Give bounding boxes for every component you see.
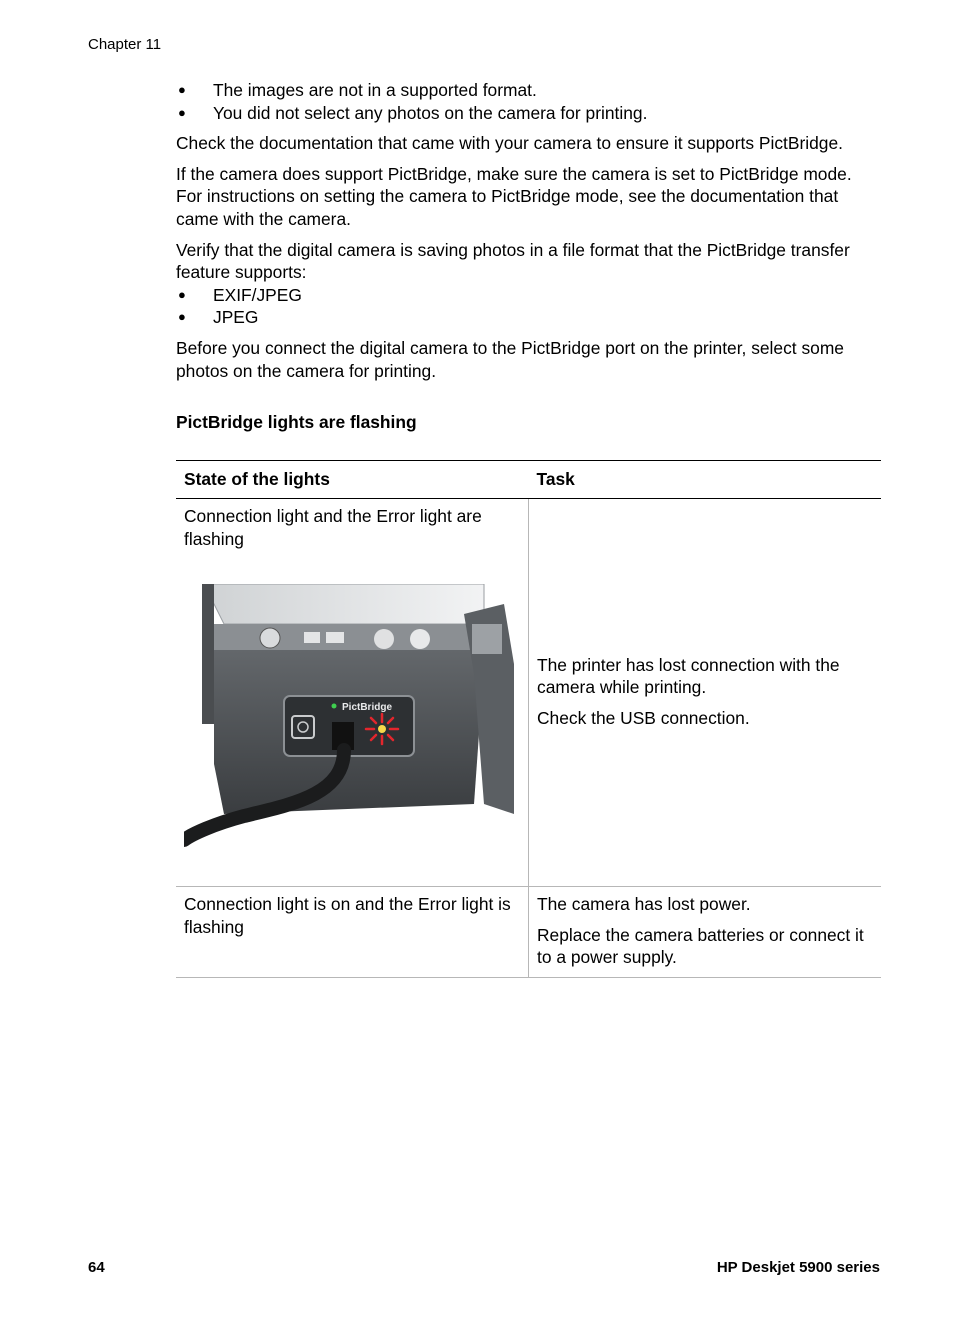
format-bullet-list bbox=[176, 284, 881, 329]
list-item: ● You did not select any photos on the camera for printing. bbox=[178, 102, 648, 123]
table-row bbox=[176, 887, 881, 978]
table-cell-task bbox=[529, 499, 882, 887]
bullet-icon: ● bbox=[178, 309, 186, 325]
list-item: ● EXIF/JPEG bbox=[178, 284, 302, 305]
list-item: ● JPEG bbox=[178, 307, 259, 328]
body-content bbox=[176, 79, 881, 434]
table-row bbox=[176, 499, 881, 887]
paragraph-verify-format: Verify that the digital camera is saving photos in a file format that the PictBridge transfer feature supports: bbox=[176, 239, 850, 283]
intro-bullet-list bbox=[176, 79, 881, 124]
table-cell-state bbox=[176, 499, 529, 887]
page-number: 64 bbox=[88, 1259, 105, 1276]
table-cell-task bbox=[529, 887, 882, 978]
pictbridge-label: PictBridge bbox=[342, 702, 393, 714]
bullet-icon: ● bbox=[178, 286, 186, 302]
column-header-task: Task bbox=[529, 461, 882, 499]
section-heading: PictBridge lights are flashing bbox=[176, 412, 417, 433]
task-text: The printer has lost connection with the camera while printing. bbox=[537, 654, 840, 698]
list-item: ● The images are not in a supported format. bbox=[178, 80, 537, 100]
paragraph-select-photos: Before you connect the digital camera to the PictBridge port on the printer, select some photos on the camera for printing. bbox=[176, 337, 844, 381]
lights-table bbox=[176, 460, 881, 978]
column-header-state: State of the lights bbox=[176, 461, 529, 499]
paragraph-pictbridge-mode: If the camera does support PictBridge, make sure the camera is set to PictBridge mode. For instructions on setting the camera to PictBridge mode, see the documentation that came with the camera. bbox=[176, 163, 852, 229]
paragraph-check-docs: Check the documentation that came with your camera to ensure it supports PictBridge. bbox=[176, 133, 843, 154]
state-text: Connection light and the Error light are flashing bbox=[184, 506, 482, 549]
chapter-header: Chapter 11 bbox=[88, 36, 162, 53]
task-text: Replace the camera batteries or connect it to a power supply. bbox=[537, 924, 864, 968]
bullet-icon: ● bbox=[178, 104, 186, 120]
state-text: Connection light is on and the Error light is flashing bbox=[184, 894, 511, 937]
table-cell-state bbox=[176, 887, 529, 978]
product-name: HP Deskjet 5900 series bbox=[716, 1259, 880, 1276]
printer-pictbridge-photo bbox=[184, 584, 514, 850]
table-header-row bbox=[176, 461, 881, 499]
task-text: The camera has lost power. bbox=[537, 894, 751, 914]
task-text: Check the USB connection. bbox=[537, 707, 750, 728]
bullet-icon: ● bbox=[178, 82, 186, 97]
